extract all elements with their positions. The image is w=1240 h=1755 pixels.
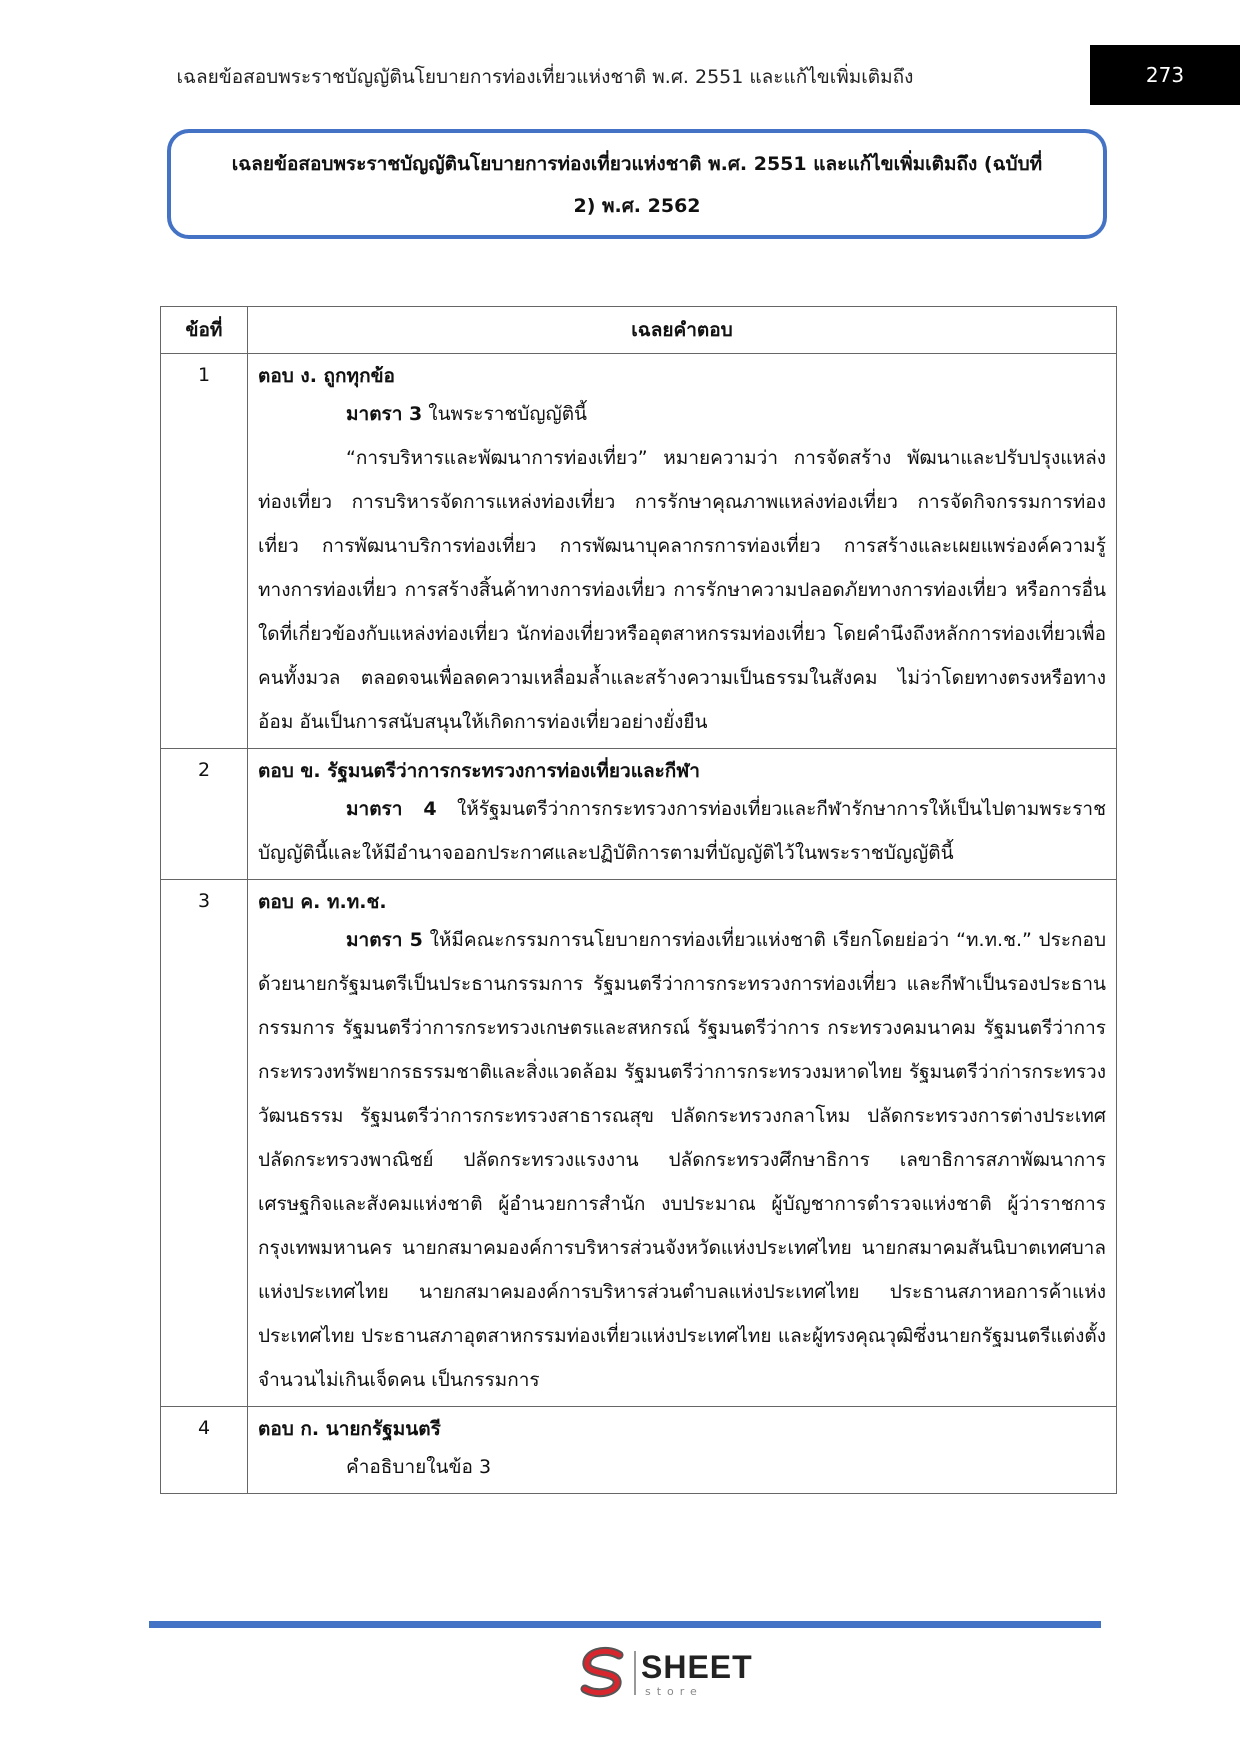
running-header-title: เฉลยข้อสอบพระราชบัญญัตินโยบายการท่องเที่ยวแห่งชาติ พ.ศ. 2551 และแก้ไขเพิ่มเติมถึง [176, 66, 914, 88]
logo-sub-text: store [645, 1685, 703, 1698]
law-text: ให้มีคณะกรรมการนโยบายการท่องเที่ยวแห่งชาติ เรียกโดยย่อว่า “ท.ท.ช.” ประกอบด้วยนายกรัฐมนตรีเป็นประธานกรรมการ รัฐมนตรีว่าการกระทรวงการท่องเที่ยว และกีฬาเป็นรองประธานกรรมการ รัฐมนตรีว่าการกระทรวงเกษตรและสหกรณ์ รัฐมนตรีว่าการ กระทรวงคมนาคม รัฐมนตรีว่าการกระทรวงทรัพยากรธรรมชาติและสิ่งแวดล้อม รัฐมนตรีว่าการกระทรวงมหาดไทย รัฐมนตรีว่าก่ารกระทรวงวัฒนธรรม รัฐมนตรีว่าการกระทรวงสาธารณสุข ปลัดกระทรวงกลาโหม ปลัดกระทรวงการต่างประเทศ ปลัดกระทรวงพาณิชย์ ปลัดกระทรวงแรงงาน ปลัดกระทรวงศึกษาธิการ เลขาธิการสภาพัฒนาการเศรษฐกิจและสังคมแห่งชาติ ผู้อำนวยการสำนัก งบประมาณ ผู้บัญชาการตำรวจแห่งชาติ ผู้ว่าราชการกรุงเทพมหานคร นายกสมาคมองค์การบริหารส่วนจังหวัดแห่งประเทศไทย นายกสมาคมสันนิบาตเทศบาลแห่งประเทศไทย นายกสมาคมองค์การบริหารส่วนตำบลแห่งประเทศไทย ประธานสภาหอการค้าแห่งประเทศไทย ประธานสภาอุตสาหกรรมท่องเที่ยวแห่งประเทศไทย และผู้ทรงคุณวุฒิซึ่งนายกรัฐมนตรีแต่งตั้งจำนวนไม่เกินเจ็ดคน เป็นกรรมการ [258, 929, 1107, 1391]
law-label: มาตรา 3 [346, 403, 423, 425]
page-number: 273 [1090, 45, 1240, 105]
title-line-1: เฉลยข้อสอบพระราชบัญญัตินโยบายการท่องเที่ยวแห่งชาติ พ.ศ. 2551 และแก้ไขเพิ่มเติมถึง (ฉบับที่ [231, 153, 1043, 175]
row-answer-cell [248, 1407, 1117, 1494]
table-header-row [161, 307, 1117, 354]
answer-line: ตอบ ข. รัฐมนตรีว่าการกระทรวงการท่องเที่ยวและกีฬา [258, 760, 700, 782]
law-intro: ในพระราชบัญญัตินี้ [422, 403, 588, 425]
table-row [161, 1407, 1117, 1494]
row-answer-cell [248, 749, 1117, 880]
logo-divider [634, 1651, 636, 1695]
title-box [167, 129, 1107, 239]
column-header-answer: เฉลยคำตอบ [248, 307, 1117, 354]
row-number: 2 [161, 749, 248, 880]
law-paragraph: “การบริหารและพัฒนาการท่องเที่ยว” หมายความว่า การจัดสร้าง พัฒนาและปรับปรุงแหล่งท่องเที่ยว การบริหารจัดการแหล่งท่องเที่ยว การรักษาคุณภาพแหล่งท่องเที่ยว การจัดกิจกรรมการท่องเที่ยว การพัฒนาบริการท่องเที่ยว การพัฒนาบุคลากรการท่องเที่ยว การสร้างและเผยแพร่องค์ความรู้ทางการท่องเที่ยว การสร้างสิ้นค้าทางการท่องเที่ยว การรักษาความปลอดภัยทางการท่องเที่ยว หรือการอื่นใดที่เกี่ยวข้องกับแหล่งท่องเที่ยว นักท่องเที่ยวหรืออุตสาหกรรมท่องเที่ยว โดยคำนึงถึงหลักการท่องเที่ยวเพื่อคนทั้งมวล ตลอดจนเพื่อลดความเหลื่อมล้ำและสร้างความเป็นธรรมในสังคม ไม่ว่าโดยทางตรงหรือทางอ้อม อันเป็นการสนับสนุนให้เกิดการท่องเที่ยวอย่างยั่งยืน [258, 447, 1106, 733]
row-number: 3 [161, 880, 248, 1407]
table-row [161, 354, 1117, 749]
title-line-2: 2) พ.ศ. 2562 [573, 195, 701, 217]
row-number: 4 [161, 1407, 248, 1494]
answer-table [160, 306, 1117, 1494]
law-label: มาตรา 5 [346, 929, 423, 951]
answer-line: ตอบ ง. ถูกทุกข้อ [258, 365, 395, 387]
logo-brand-text: SHEET [641, 1649, 753, 1685]
logo-s-mark-icon [575, 1645, 631, 1701]
table-row [161, 880, 1117, 1407]
row-number: 1 [161, 354, 248, 749]
table-row [161, 749, 1117, 880]
column-header-number: ข้อที่ [161, 307, 248, 354]
law-paragraph [258, 787, 1106, 875]
row-answer-cell [248, 354, 1117, 749]
law-heading [258, 392, 1106, 436]
explanation-text: คำอธิบายในข้อ 3 [346, 1456, 492, 1478]
answer-line: ตอบ ค. ท.ท.ช. [258, 891, 387, 913]
answer-line: ตอบ ก. นายกรัฐมนตรี [258, 1418, 441, 1440]
law-paragraph [258, 918, 1106, 1402]
law-text: ให้รัฐมนตรีว่าการกระทรวงการท่องเที่ยวและกีฬารักษาการให้เป็นไปตามพระราชบัญญัตินี้และให้มีอำนาจออกประกาศและปฏิบัติการตามที่บัญญัติไว้ในพระราชบัญญัตินี้ [258, 798, 1106, 864]
sheet-store-logo [575, 1645, 755, 1701]
row-answer-cell [248, 880, 1117, 1407]
footer-rule [149, 1621, 1101, 1628]
law-label: มาตรา 4 [346, 798, 437, 820]
